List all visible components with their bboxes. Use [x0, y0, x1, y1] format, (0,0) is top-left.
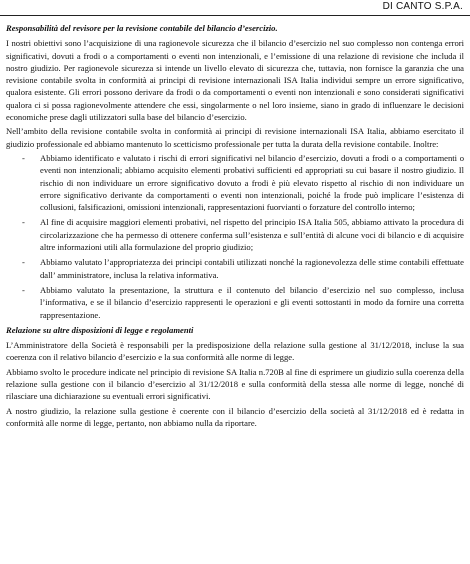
list-item-text: Abbiamo identificato e valutato i rischi di errori significativi nel bilancio d’esercizio, dovuti a frodi o a comportamenti o eventi non intenzionali; abbiamo acquisito elementi probativi sufficienti ed appropriati su cui basare il nostro giudizio. Il rischio di non individuare un errore significativo dovuto a frodi è più elevato rispetto al rischio di non individuare un errore significativo derivante da comportamenti o eventi non intenzionali, poiché la frode può implicare l’esistenza di collusioni, falsificazioni, omissioni intenzionali, rappresentazioni fuorvianti o forzature del controllo interno; [40, 152, 464, 213]
bullet-dash: - [22, 152, 25, 163]
paragraph-objectives: I nostri obiettivi sono l’acquisizione di una ragionevole sicurezza che il bilancio d’esercizio nel suo complesso non contenga errori significativi, dovuti a frodi o a comportamenti o eventi non intenzionali, e l’emissione di una relazione di revisione che includa il nostro giudizio. Per ragionevole sicurezza si intende un livello elevato di sicurezza che, tuttavia, non fornisce la garanzia che una revisione contabile svolta in conformità ai principi di revisione internazionali ISA Italia individui sempre un errore significativo, qualora esistente. Gli errori possono derivare da frodi o da comportamenti o eventi non intenzionali e sono considerati significativi qualora ci si possa ragionevolmente attendere che essi, singolarmente o nel loro insieme, siano in grado di influenzare le decisioni economiche prese dagli utilizzatori sulla base del bilancio d’esercizio. [6, 38, 464, 123]
paragraph-director-responsibility: L’Amministratore della Società è responsabili per la predisposizione della relazione sulla gestione al 31/12/2018, incluse la sua coerenza con il relativo bilancio d’esercizio e la sua conformità alle norme di legge. [6, 340, 464, 363]
paragraph-audit-scope: Nell’ambito della revisione contabile svolta in conformità ai principi di revisione internazionali ISA Italia, abbiamo esercitato il giudizio professionale ed abbiamo mantenuto lo scetticismo professionale per tutta la durata della revisione contabile. Inoltre: [6, 126, 464, 149]
bullet-dash: - [22, 257, 25, 268]
list-item-text: Abbiamo valutato l’appropriatezza dei principi contabili utilizzati nonché la ragionevolezza delle stime contabili effettuate dall’ amministratore, inclusa la relativa informativa. [40, 257, 464, 280]
section-title-other-provisions: Relazione su altre disposizioni di legge e regolamenti [6, 324, 194, 335]
bullet-dash: - [22, 217, 25, 228]
paragraph-opinion: A nostro giudizio, la relazione sulla gestione è coerente con il bilancio d’esercizio della società al 31/12/2018 ed è redatta in conformità alle norme di legge, pertanto, non abbiamo nulla da riportare. [6, 405, 464, 428]
list-item-text: Abbiamo valutato la presentazione, la struttura e il contenuto del bilancio d’esercizio nel suo complesso, inclusa l’informativa, e se il bilancio d’esercizio rappresenti le operazioni e gli eventi sottostanti in modo da fornire una corretta rappresentazione. [40, 284, 464, 320]
section-title-auditor-responsibility: Responsabilità del revisore per la revisione contabile del bilancio d’esercizio. [6, 23, 278, 33]
document-body [6, 22, 464, 431]
list-item-text: Al fine di acquisire maggiori elementi probativi, nel rispetto del principio ISA Italia 505, abbiamo attivato la procedura di circolarizzazione che ha permesso di ottenere conferma sull’esistenza e sull’entità di alcune voci di bilancio e di acquisire altre informazioni utili alla formulazione del proprio giudizio; [40, 217, 464, 253]
procedures-list [6, 152, 464, 321]
paragraph-procedures: Abbiamo svolto le procedure indicate nel principio di revisione SA Italia n.720B al fine di esprimere un giudizio sulla coerenza della relazione sulla gestione con il bilancio d’esercizio al 31/12/2018 e sulla conformità della stessa alle norme di legge, nonché di rilasciare una dichiarazione su eventuali errori significativi. [6, 366, 464, 402]
company-name: DI CANTO S.P.A. [382, 1, 463, 12]
list-item [6, 256, 464, 281]
list-item [6, 284, 464, 321]
list-item [6, 152, 464, 213]
list-item [6, 216, 464, 253]
page-header [0, 0, 470, 16]
bullet-dash: - [22, 284, 25, 295]
